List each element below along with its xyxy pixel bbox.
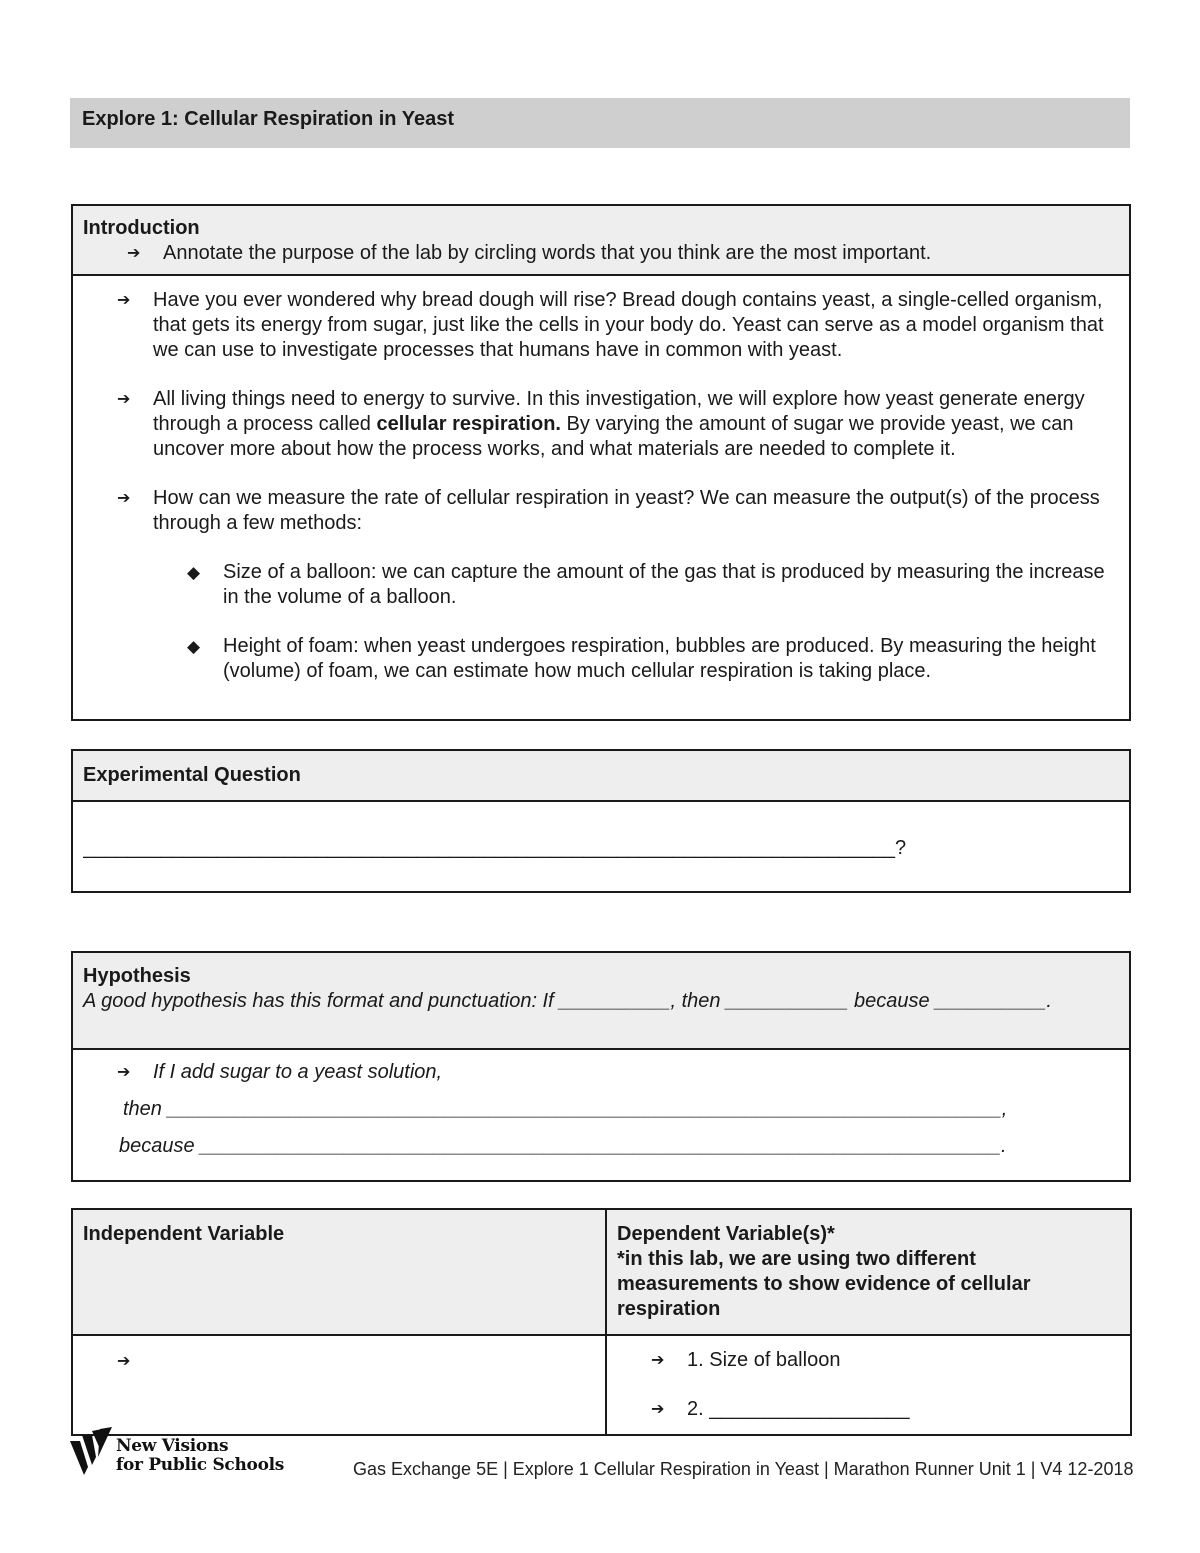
introduction-heading: Introduction [83,217,200,239]
independent-variable-heading: Independent Variable [83,1223,285,1245]
experimental-question-header [73,751,1129,800]
dependent-variable-note: *in this lab, we are using two different measurements to show evidence of cellular respiration [617,1248,1031,1320]
variables-section [71,1208,1132,1428]
hypothesis-if-line: If I add sugar to a yeast solution, [153,1061,443,1083]
new-visions-logo-mark [70,1427,114,1475]
introduction-header [73,206,1129,274]
dependent-item-blank[interactable]: 2. __________________ [687,1398,910,1420]
method-foam: Height of foam: when yeast undergoes respiration, bubbles are produced. By measuring the height (volume) of foam, we can estimate how much cellular respiration is taking place. [223,635,1096,682]
independent-variable-cell[interactable] [72,1335,606,1435]
experimental-question-body [73,800,1129,861]
logo-line-1: New Visions [116,1436,229,1456]
arrow-icon: ➔ [651,1401,665,1418]
intro-paragraph-2 [153,387,1105,462]
experimental-question-blank[interactable]: _________________________________________________________________________? [83,837,907,859]
hypothesis-heading: Hypothesis [83,965,191,987]
intro-paragraph-1: Have you ever wondered why bread dough will rise? Bread dough contains yeast, a single-celled organism, that gets its energy from sugar, just like the cells in your body do. Yeast can serve as a model organism that we can use to investigate processes that humans have in common with yeast. [153,289,1104,361]
experimental-question-section [71,749,1131,893]
hypothesis-section [71,951,1131,1182]
logo-text [116,1437,284,1475]
arrow-icon: ➔ [651,1352,665,1369]
dependent-item-balloon: 1. Size of balloon [687,1349,841,1371]
arrow-icon: ➔ [127,245,141,262]
introduction-body [73,274,1129,684]
footer-text: Gas Exchange 5E | Explore 1 Cellular Respiration in Yeast | Marathon Runner Unit 1 | V4 12-2018 [353,1459,1134,1479]
cellular-respiration-term: cellular respiration. [376,413,561,435]
hypothesis-because-line[interactable]: because ________________________________________________________________________. [119,1135,1007,1157]
arrow-icon: ➔ [117,1064,131,1081]
dependent-variable-cell [606,1335,1131,1435]
arrow-icon: ➔ [117,490,131,507]
logo-line-2: for Public Schools [116,1455,285,1475]
introduction-instruction: Annotate the purpose of the lab by circling words that you think are the most important. [163,242,932,264]
intro-paragraph-2-start: All living things need to energy to survive. In this investigation, we will explore how yeast generate energy through a process called [153,388,1085,435]
intro-paragraph-2-end: By varying the amount of sugar we provide yeast, we can uncover more about how the process works, and what materials are needed to complete it. [153,413,1074,460]
experimental-question-heading: Experimental Question [83,764,301,786]
variables-table [71,1208,1132,1436]
hypothesis-format-note: A good hypothesis has this format and punctuation: If __________, then ___________ because __________. [83,990,1052,1012]
footer-logo [70,1427,300,1479]
dependent-variable-heading: Dependent Variable(s)* [617,1223,835,1245]
arrow-icon: ➔ [117,1353,131,1370]
independent-variable-header [72,1209,606,1335]
hypothesis-header [73,953,1129,1048]
page-title: Explore 1: Cellular Respiration in Yeast [70,98,1130,148]
diamond-bullet-icon: ◆ [187,637,201,656]
introduction-section [71,204,1131,721]
hypothesis-body [73,1048,1129,1159]
dependent-variable-header [606,1209,1131,1335]
arrow-icon: ➔ [117,391,131,408]
method-balloon: Size of a balloon: we can capture the amount of the gas that is produced by measuring the increase in the volume of a balloon. [223,561,1105,608]
hypothesis-then-line[interactable]: then ___________________________________________________________________________, [123,1098,1008,1120]
intro-paragraph-3: How can we measure the rate of cellular respiration in yeast? We can measure the output(s) of the process through a few methods: [153,487,1100,534]
diamond-bullet-icon: ◆ [187,563,201,582]
arrow-icon: ➔ [117,292,131,309]
